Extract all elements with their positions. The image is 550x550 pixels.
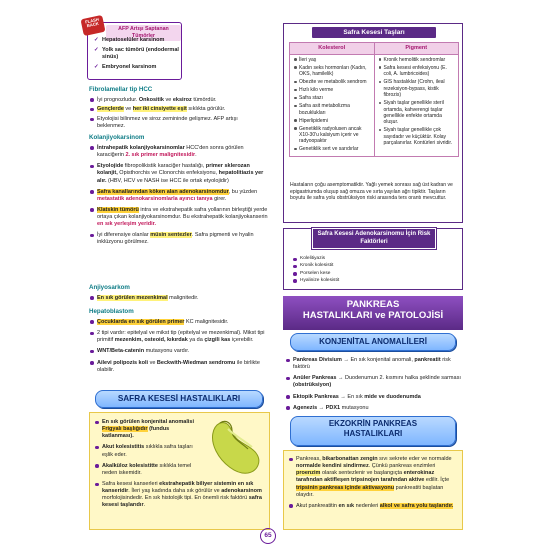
list-item: Kolelitiyazis [292, 256, 452, 262]
list-item: 2 tipi vardır: epitelyal ve mikst tip (epitelyal ve mezenkimal). Mikst tipi primitif mezenkim, osteoid, kıkırdak ya da çizgili kas içerebilir. [89, 330, 269, 344]
section-heading: Hepatoblastom [89, 308, 134, 315]
page-number: 65 [260, 528, 276, 544]
list-item: ✓ Hepatoselüler karsinom [94, 37, 180, 44]
section-heading: Anjiyosarkom [89, 284, 130, 291]
anjio-section [89, 284, 269, 304]
list-item: Pankreas Divisium → En sık konjenital anomali, pankreatit risk faktörü [285, 357, 465, 371]
gallbladder-diseases-box [89, 412, 270, 530]
list-item: GIS hastalıklar (Crohn, ileal rezeksiyon-bypass, kistik fibrozis) [378, 79, 456, 98]
gallstones-box [283, 23, 463, 223]
list-item: Hyalinize kolesistit [292, 278, 452, 284]
gallbladder-illustration [208, 417, 266, 479]
list-item: Safra asit metabolizma bozuklukları [293, 103, 371, 116]
list-item: İntrahepatik kolanjiyokarsinomlar HCC'den sonra görülen karaciğerin 2. sık primer malignitesidir. [89, 145, 269, 159]
list-item: İyi prognozludur. Onkositik ve eksiroz tümördür. [89, 97, 267, 104]
list-item: Gençlerde ve her iki cinsiyette eşit sıklıkta görülür. [89, 106, 267, 113]
list-item: Çocuklarda en sık görülen primer KC malignitesidir. [89, 319, 269, 326]
list-item: Akalküloz kolesistitte sıklıkla temel neden iskemidir. [94, 463, 197, 477]
flash-back-box [84, 16, 182, 80]
list-item: ✓ Embryonel karsinom [94, 64, 180, 71]
list-item: İyi diferensiye olanlar müsin sentezler. Safra pigmenti ve hyalin inklüzyonu görülmez. [89, 232, 269, 246]
gallbladder-diseases-title: SAFRA KESESİ HASTALIKLARI [95, 390, 263, 408]
exocrine-pancreas-box [283, 450, 463, 530]
gallstones-title: Safra Kesesi Taşları [312, 27, 436, 38]
list-item: Etyolojisi bilinmez ve siroz zemininde gelişmez. AFP artışı beklenmez. [89, 116, 267, 130]
list-item: Ektopik Pankreas → En sık mide ve duodenumda [285, 394, 465, 401]
list-item: Porselen kese [292, 271, 452, 277]
flash-back-list [94, 37, 180, 74]
list-item: Safra stazı [293, 95, 371, 101]
fibrolamellar-section [89, 86, 267, 133]
list-item: Akut pankreatitin en sık nedenleri alkol ve safra yolu taşlarıdır. [288, 503, 460, 510]
gallstones-note: Hastaların çoğu asemptomatiktir. Yağlı yemek sonrası sağ üst kadran ve epigastriumda oluşup sağ omuza ve sırta yayılan ağrı tipiktir. Taşların boyutu ile safra yolu obstrüksiyon riski arasında ters orantı mevcuttur. [290, 182, 453, 202]
list-item: Akut kolesistitis sıklıkla safra taşları eşlik eder. [94, 444, 197, 458]
flash-back-title: AFP Artışı Saptanan Tümörler [106, 25, 181, 41]
list-item: Pankreas, bikarbonattan zengin sıvı sekrete eder ve normalde normalde kendini sindirmez. Çünkü pankreas enzimleri proenzim olarak sentezlenir ve başlangıçta enterokinaz tarafından aktifleşen tripsinojen tarafından aktive edilir. İçte tripsinin pankreas içinde aktivasyonu pankreatiti başlatan olaydır. [288, 456, 460, 499]
list-item: Kronik hemolitik sendromlar [378, 57, 456, 63]
list-item: Ailevi polipozis koli ve Beckwith-Wiedman sendromu ile birlikte olabilir. [89, 360, 269, 374]
list-item: Siyah taşlar genellikle çok sayıdadır ve küçüktür. Kolay parçalanırlar. Kontürleri sivridir. [378, 127, 456, 146]
hepato-section [89, 308, 269, 376]
list-item: En sık görülen mezenkimal malignitedir. [89, 295, 269, 302]
adeno-risk-box [283, 228, 463, 290]
pigment-list [378, 57, 456, 146]
flash-back-badge: FLASH BACK [80, 15, 105, 36]
list-item: İleri yaş [293, 57, 371, 63]
chapter-title-line1: PANKREAS [346, 299, 400, 310]
list-item: Safra kesesi kanserleri ekstrahepatik biliyer sistemin en sık kanseridir. İleri yaş kadında daha sık görülür ve adenokarsinom morfolojisindedir. En sık histolojik tipi. En önemli risk faktörü safra kesesi taşlarıdır. [94, 481, 266, 510]
table-header: Pigment [374, 43, 459, 55]
list-item: Safra kesesi enfeksiyonu (E. coli, A. lumbricoides) [378, 65, 456, 78]
gallstones-table [289, 42, 459, 157]
list-item: Safra kanallarından köken alan adenokarsinomdur, bu yüzden metastatik adenokarsinomlarla ayırıcı tanıya girer. [89, 189, 269, 203]
list-item: En sık görülen konjenital anomalisi Frigyalı başlığıdır (fundus katlanması). [94, 419, 197, 440]
adeno-risk-title: Safra Kesesi Adenokarsinomu İçin Risk Faktörleri [312, 228, 436, 249]
congenital-anomalies-title: KONJENİTAL ANOMALİLERİ [290, 333, 456, 351]
list-item: Obezite ve metabolik sendrom [293, 79, 371, 85]
exocrine-pancreas-title: EKZOKRİN PANKREAS HASTALIKLARI [290, 416, 456, 446]
list-item: Hiperlipidemi [293, 118, 371, 124]
list-item: Agenezis → PDX1 mutasyonu [285, 405, 465, 412]
pancreas-chapter-title [283, 296, 463, 330]
list-item: Kadın seks hormonları (Kadın, OKS, hamilelik) [293, 65, 371, 78]
cholesterol-list [293, 57, 371, 153]
list-item: WNT/Beta-catenin mutasyonu vardır. [89, 348, 269, 355]
section-heading: Kolanjiyokarsinom [89, 134, 145, 141]
list-item: Siyah taşlar genellikle steril ortamda, kahverengi taşlar genellikle enfekte ortamda oluşur. [378, 100, 456, 126]
congenital-anomalies-list [285, 357, 465, 414]
table-header: Kolesterol [290, 43, 375, 55]
list-item: Hızlı kilo verme [293, 87, 371, 93]
list-item: Kronik kolesistit [292, 263, 452, 269]
kolanjio-section [89, 134, 269, 249]
list-item: Genetiklik sert ve sarıdırlar [293, 146, 371, 152]
list-item: Etyolojide fibropolikistik karaciğer hastalığı, primer sklerozan kolanjit, Opisthorchis ve Clonorchis enfeksiyonu, hepatolitiazis yer alır. (HBV, HCV ve NASH ise HCC ile ortak etyolojidir) [89, 163, 269, 184]
section-heading: Fibrolamellar tip HCC [89, 86, 153, 93]
list-item: Klatskin tümörü intra ve ekstrahepatik safra yollarının birleştiği yerde ortaya çıkan kolanjiyokarsinomdur. Bu ekstrahepatik kolanjiyokanserin en sık yerleşim yeridir. [89, 207, 269, 228]
list-item: ✓ Yolk sac tümörü (endodermal sinüs) [94, 47, 180, 61]
list-item: Genetiklik radyolusen ancak X10-30'u kalsiyum içerir ve radyoopaktır [293, 126, 371, 145]
adeno-risk-list [292, 256, 452, 285]
chapter-title-line2: HASTALIKLARI ve PATOLOJİSİ [302, 309, 444, 321]
list-item: Anüler Pankreas → Duodenumun 2. kısmını halka şeklinde sarması (obstrüksiyon) [285, 375, 465, 389]
